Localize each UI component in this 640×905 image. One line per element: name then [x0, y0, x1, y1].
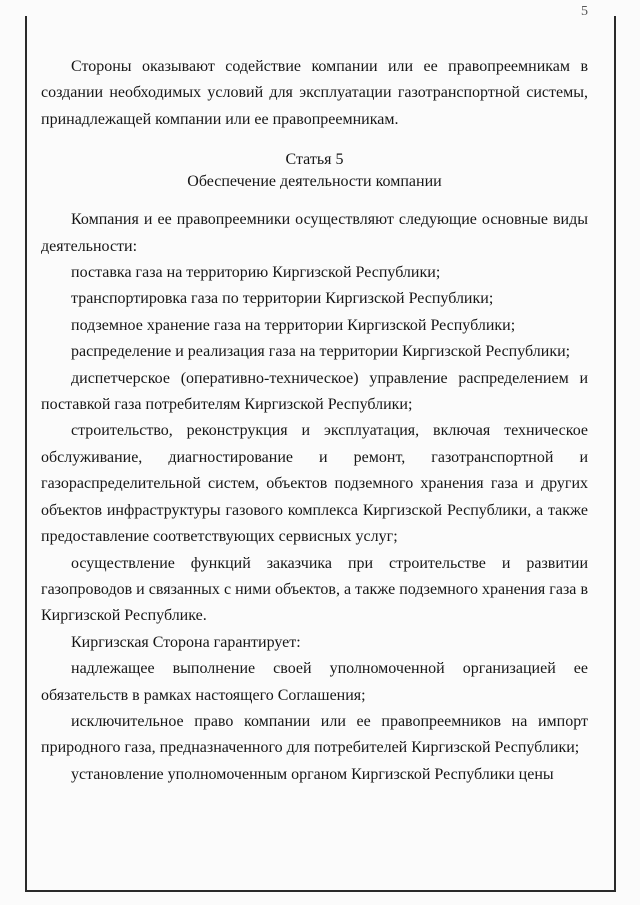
article-number: Статья 5: [285, 151, 344, 169]
guarantee-item: надлежащее выполнение своей уполномоченной организацией ее обязательств в рамках настоящего Соглашения;: [41, 660, 588, 704]
page-number: 5: [581, 4, 588, 19]
document-body: [41, 54, 588, 788]
article-title: Обеспечение деятельности компании: [187, 173, 442, 191]
activity-item: распределение и реализация газа на территории Киргизской Республики;: [71, 343, 571, 361]
activity-item: осуществление функций заказчика при строительстве и развитии газопроводов и связанных с ними объектов, а также подземного хранения газа в Киргизской Республике.: [41, 554, 588, 625]
guarantee-item: установление уполномоченным органом Киргизской Республики цены: [71, 765, 554, 783]
guarantee-item: исключительное право компании или ее правопреемников на импорт природного газа, предназначенного для потребителей Киргизской Республики;: [41, 712, 588, 757]
activity-item: строительство, реконструкция и эксплуатация, включая техническое обслуживание, диагностирование и ремонт, газотранспортной и газораспределительной систем, объектов подземного хранения газа и других объектов инфраструктуры газового комплекса Киргизской Республики, а также предоставление соответствующих сервисных услуг;: [41, 422, 588, 546]
activities-intro: Компания и ее правопреемники осуществляют следующие основные виды деятельности:: [41, 211, 588, 255]
activity-item: подземное хранение газа на территории Киргизской Республики;: [71, 316, 516, 334]
guarantee-intro: Киргизская Сторона гарантирует:: [71, 633, 301, 651]
intro-paragraph: Стороны оказывают содействие компании или ее правопреемникам в создании необходимых условий для эксплуатации газотранспортной системы, принадлежащей компании или ее правопреемникам.: [41, 58, 588, 128]
activity-item: диспетчерское (оперативно-техническое) управление распределением и поставкой газа потребителям Киргизской Республики;: [41, 369, 588, 414]
activity-item: транспортировка газа по территории Киргизской Республики;: [71, 290, 494, 308]
activity-item: поставка газа на территорию Киргизской Республики;: [71, 264, 441, 282]
